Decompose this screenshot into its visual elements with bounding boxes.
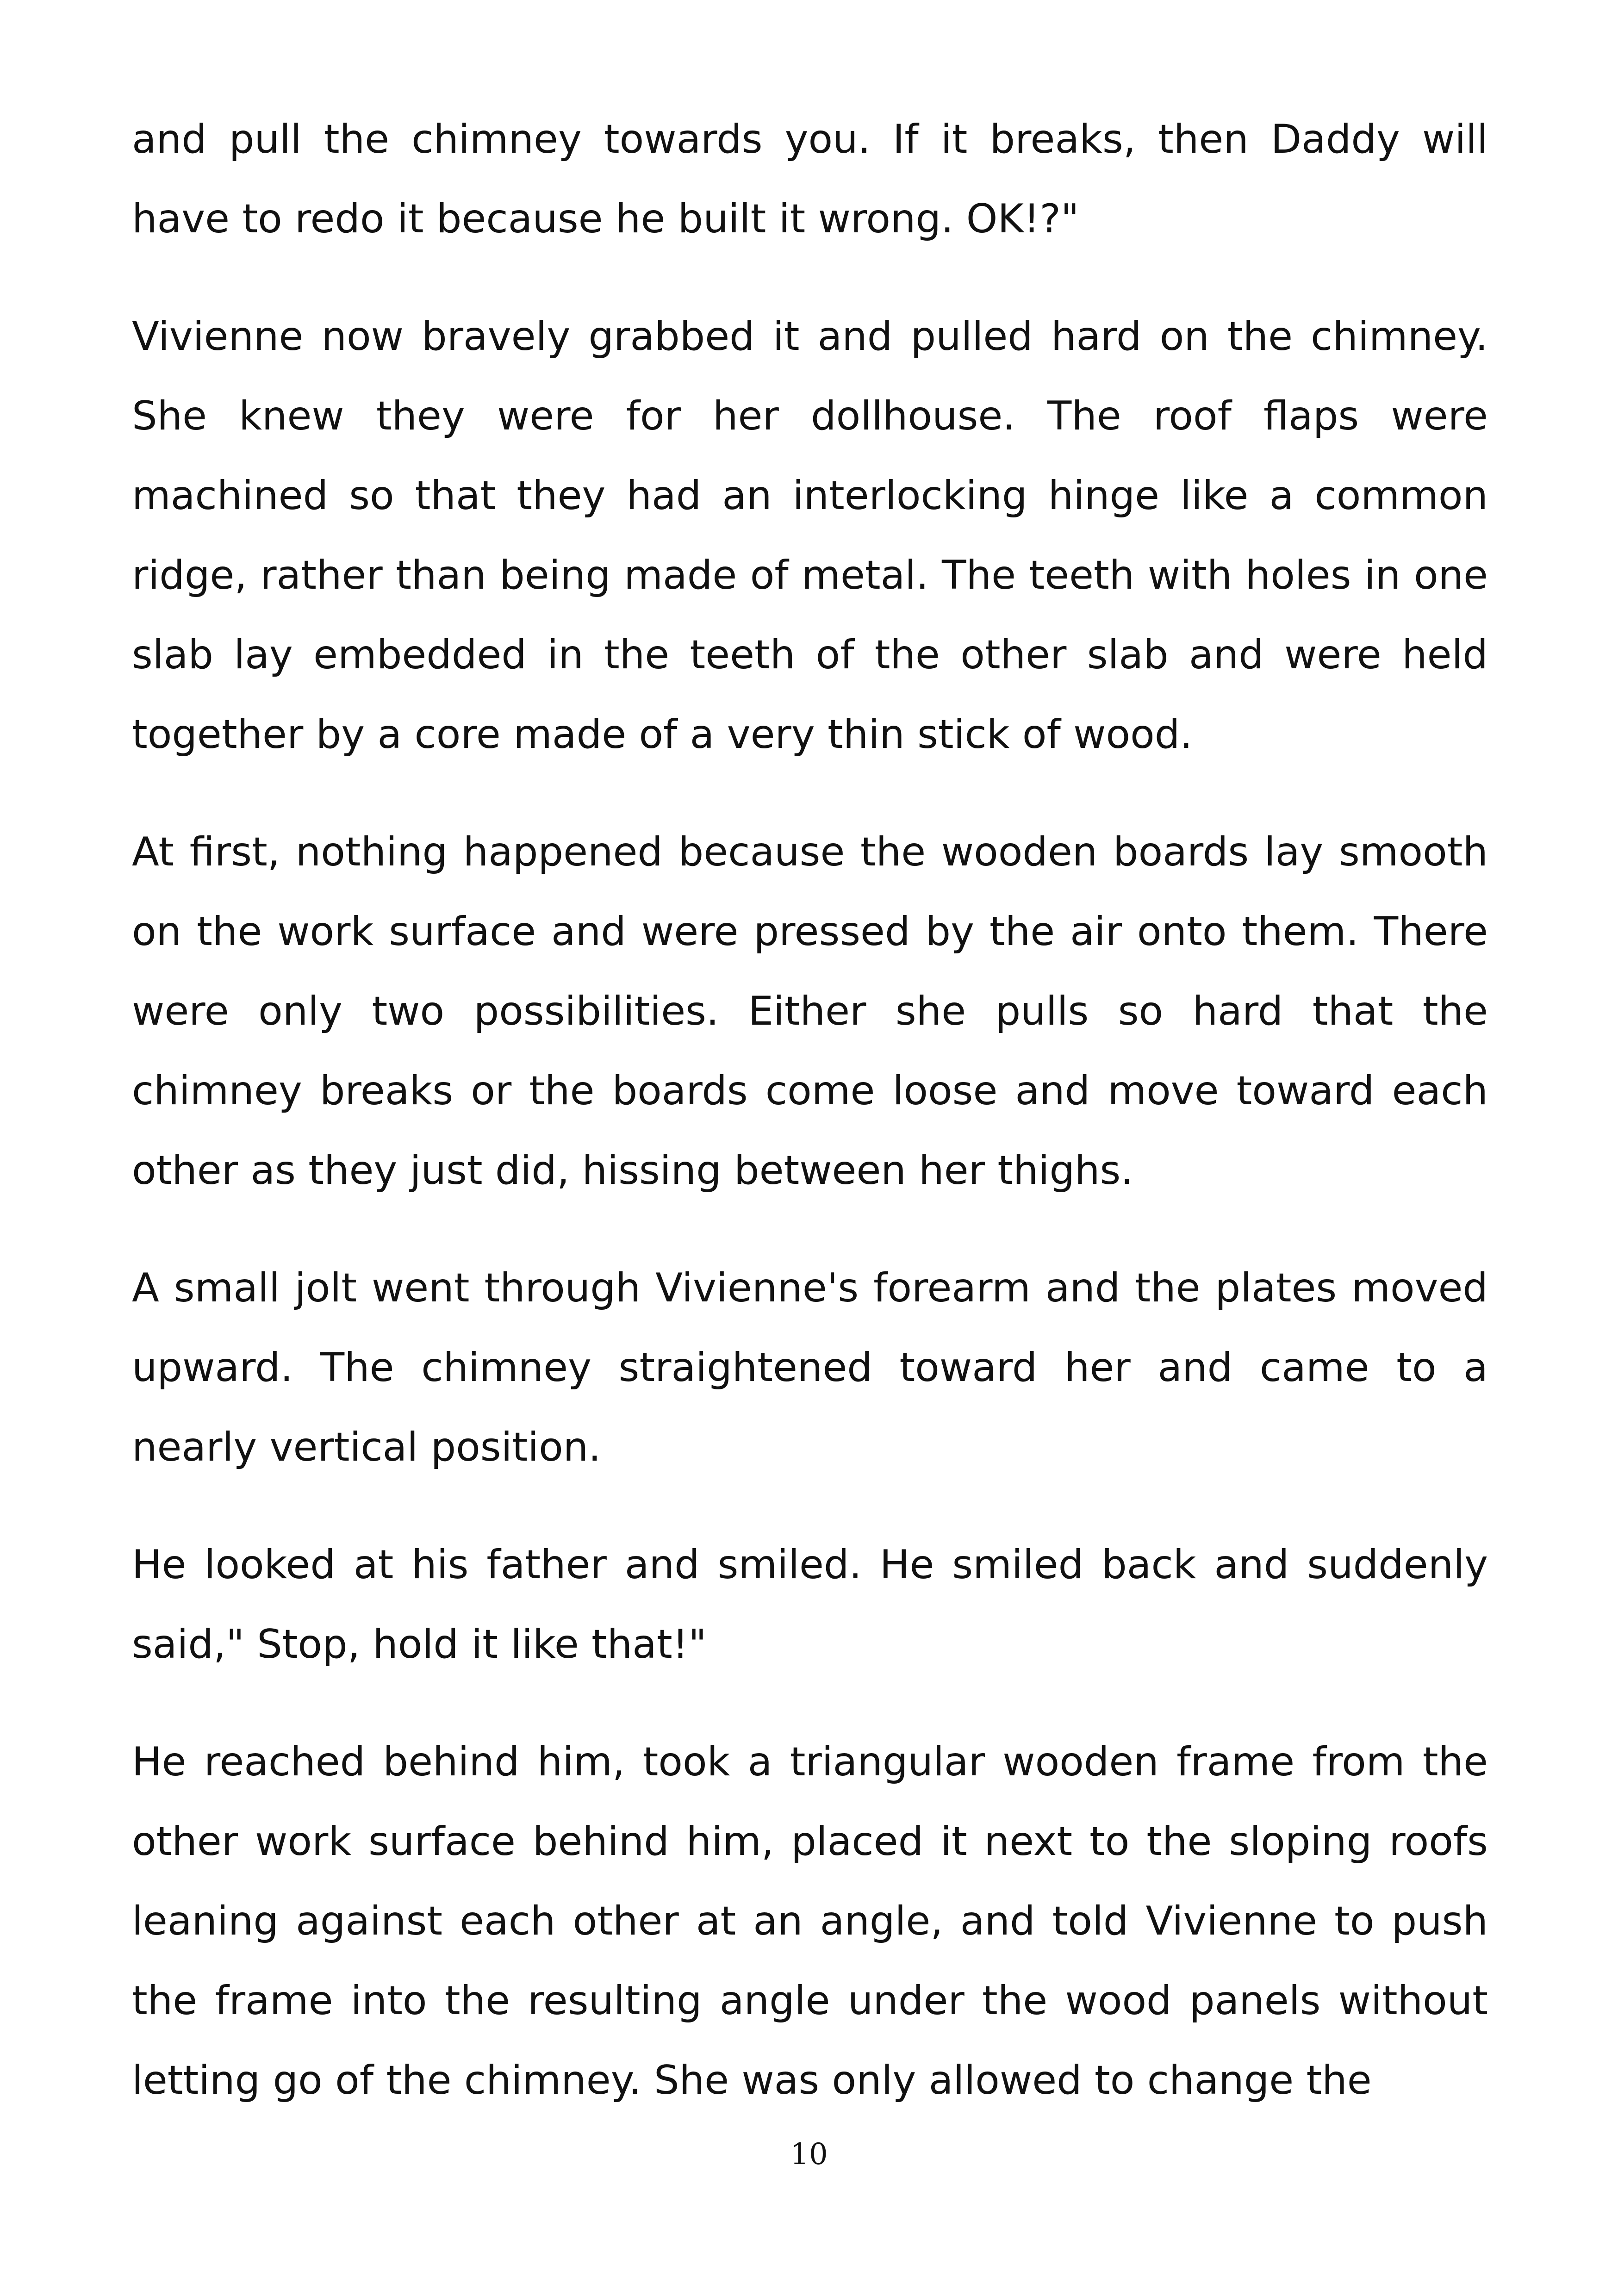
body-text bbox=[132, 100, 1488, 2120]
paragraph-1: and pull the chimney towards you. If it breaks, then Daddy will have to redo it because he built it wrong. OK!?" bbox=[132, 116, 1488, 242]
paragraph-4: A small jolt went through Vivienne's forearm and the plates moved upward. The chimney straightened toward her and came to a nearly vertical position. bbox=[132, 1265, 1488, 1470]
paragraph-2: Vivienne now bravely grabbed it and pulled hard on the chimney. She knew they were for her dollhouse. The roof flaps were machined so that they had an interlocking hinge like a common ridge, rather than being made of metal. The teeth with holes in one slab lay embedded in the teeth of the other slab and were held together by a core made of a very thin stick of wood. bbox=[132, 313, 1488, 758]
paragraph-5: He looked at his father and smiled. He smiled back and suddenly said," Stop, hold it like that!" bbox=[132, 1542, 1488, 1668]
paragraph-6: He reached behind him, took a triangular wooden frame from the other work surface behind him, placed it next to the sloping roofs leaning against each other at an angle, and told Vivienne to push the frame into the resulting angle under the wood panels without letting go of the chimney. She was only allowed to change the bbox=[132, 1739, 1488, 2103]
page-number: 10 bbox=[790, 2137, 828, 2172]
paragraph-3: At first, nothing happened because the wooden boards lay smooth on the work surface and were pressed by the air onto them. There were only two possibilities. Either she pulls so hard that the chimney breaks or the boards come loose and move toward each other as they just did, hissing between her thighs. bbox=[132, 829, 1488, 1194]
